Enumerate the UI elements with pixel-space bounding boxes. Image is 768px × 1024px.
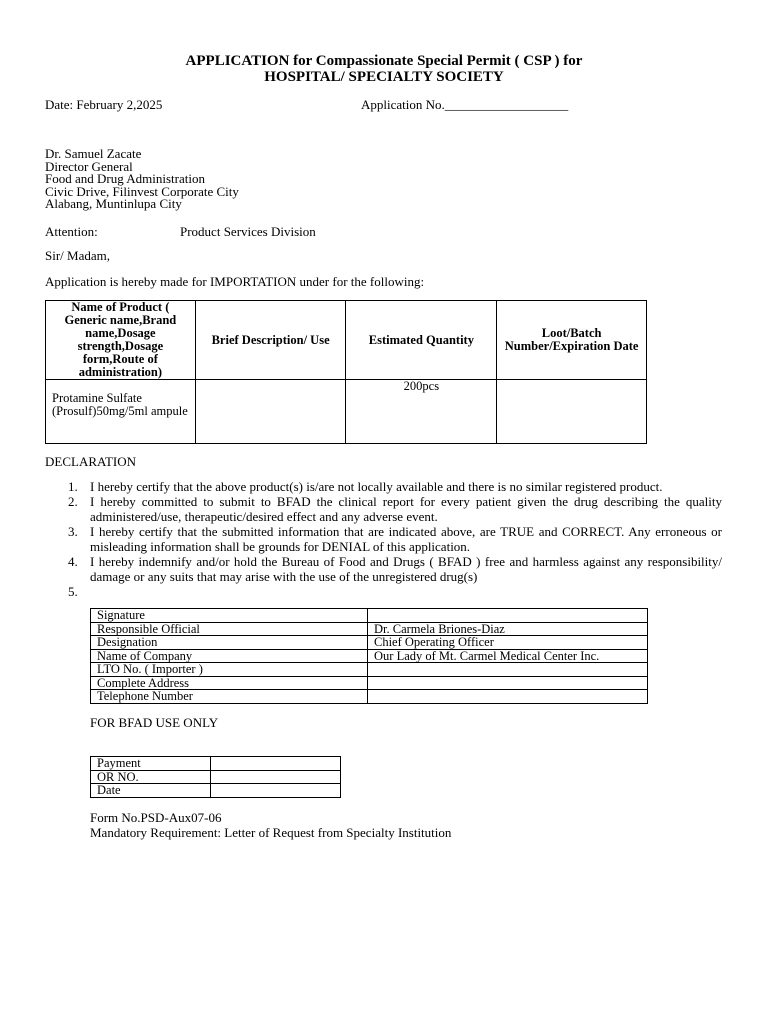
signature-value [368, 609, 648, 623]
item-text: I hereby certify that the above product(s) is/are not locally available and there is no similar registered product. [90, 479, 663, 494]
item-number: 5. [68, 584, 78, 599]
table-row [91, 784, 341, 798]
item-text: I hereby certify that the submitted information that are indicated above, are TRUE and CORRECT. Any erroneous or misleading information shall be grounds for DENIAL of this application. [90, 524, 722, 554]
table-row [91, 770, 341, 784]
date-line: Date: February 2,2025 [45, 97, 163, 112]
table-row [91, 757, 341, 771]
bfad-heading: FOR BFAD USE ONLY [90, 715, 219, 730]
attention-label: Attention: [45, 224, 98, 239]
item-number: 2. [68, 494, 78, 509]
header-product-name: Name of Product ( Generic name,Brand name,Dosage strength,Dosage form,Route of administration) [46, 301, 196, 380]
responsible-official-value: Dr. Carmela Briones-Diaz [368, 622, 648, 636]
table-row [91, 663, 648, 677]
list-item [45, 479, 722, 494]
table-row [91, 676, 648, 690]
address-value [368, 676, 648, 690]
company-label: Name of Company [91, 649, 368, 663]
product-name-cell: Protamine Sulfate (Prosulf)50mg/5ml ampule [46, 380, 196, 444]
form-number: Form No.PSD-Aux07-06 [90, 810, 222, 825]
payment-value [211, 757, 341, 771]
attention-value: Product Services Division [180, 224, 316, 239]
table-row [91, 690, 648, 704]
product-table-header [46, 301, 647, 380]
form-title-line1: APPLICATION for Compassionate Special Permit ( CSP ) for [185, 53, 583, 69]
mandatory-requirement: Mandatory Requirement: Letter of Request from Specialty Institution [90, 825, 452, 840]
declaration-heading: DECLARATION [45, 454, 136, 469]
list-item [45, 494, 722, 524]
declaration-list [45, 479, 722, 599]
addressee-line: Alabang, Muntinlupa City [45, 196, 182, 212]
quantity-cell: 200pcs [346, 380, 497, 444]
salutation: Sir/ Madam, [45, 248, 110, 263]
responsible-official-label: Responsible Official [91, 622, 368, 636]
header-description: Brief Description/ Use [195, 301, 346, 380]
addressee-line: Civic Drive, Filinvest Corporate City [45, 183, 239, 199]
application-number: Application No.___________________ [361, 97, 569, 112]
batch-cell [497, 380, 647, 444]
item-text: I hereby committed to submit to BFAD the clinical report for every patient given the drug describing the quality administered/use, therapeutic/desired effect and any adverse event. [90, 494, 722, 524]
addressee-line: Dr. Samuel Zacate [45, 146, 142, 161]
lto-label: LTO No. ( Importer ) [91, 663, 368, 677]
intro-text: Application is hereby made for IMPORTATION under for the following: [45, 274, 425, 289]
lto-value [368, 663, 648, 677]
item-text: I hereby indemnify and/or hold the Bureau of Food and Drugs ( BFAD ) free and harmless against any responsibility/ damage or any suits that may arise with the use of the unregistered drug(s) [90, 554, 722, 584]
designation-value: Chief Operating Officer [368, 636, 648, 650]
item-number: 4. [68, 554, 78, 569]
bfad-date-label: Date [91, 784, 211, 798]
addressee-block [45, 148, 239, 211]
company-value: Our Lady of Mt. Carmel Medical Center Inc. [368, 649, 648, 663]
table-row [91, 622, 648, 636]
description-cell [195, 380, 346, 444]
item-number: 1. [68, 479, 78, 494]
signature-table [90, 608, 648, 704]
or-no-label: OR NO. [91, 770, 211, 784]
product-table [45, 300, 647, 444]
table-row [46, 380, 647, 444]
table-row [91, 636, 648, 650]
telephone-value [368, 690, 648, 704]
bfad-date-value [211, 784, 341, 798]
list-item [45, 524, 722, 554]
addressee-line: Director General [45, 158, 133, 174]
telephone-label: Telephone Number [91, 690, 368, 704]
list-item [45, 584, 722, 599]
bfad-table [90, 756, 341, 798]
item-number: 3. [68, 524, 78, 539]
list-item [45, 554, 722, 584]
designation-label: Designation [91, 636, 368, 650]
header-quantity: Estimated Quantity [346, 301, 497, 380]
table-row [91, 649, 648, 663]
or-no-value [211, 770, 341, 784]
addressee-line: Food and Drug Administration [45, 171, 205, 187]
form-title-line2: HOSPITAL/ SPECIALTY SOCIETY [264, 69, 504, 85]
address-label: Complete Address [91, 676, 368, 690]
signature-label: Signature [91, 609, 368, 623]
header-batch: Loot/Batch Number/Expiration Date [497, 301, 647, 380]
payment-label: Payment [91, 757, 211, 771]
table-row [91, 609, 648, 623]
